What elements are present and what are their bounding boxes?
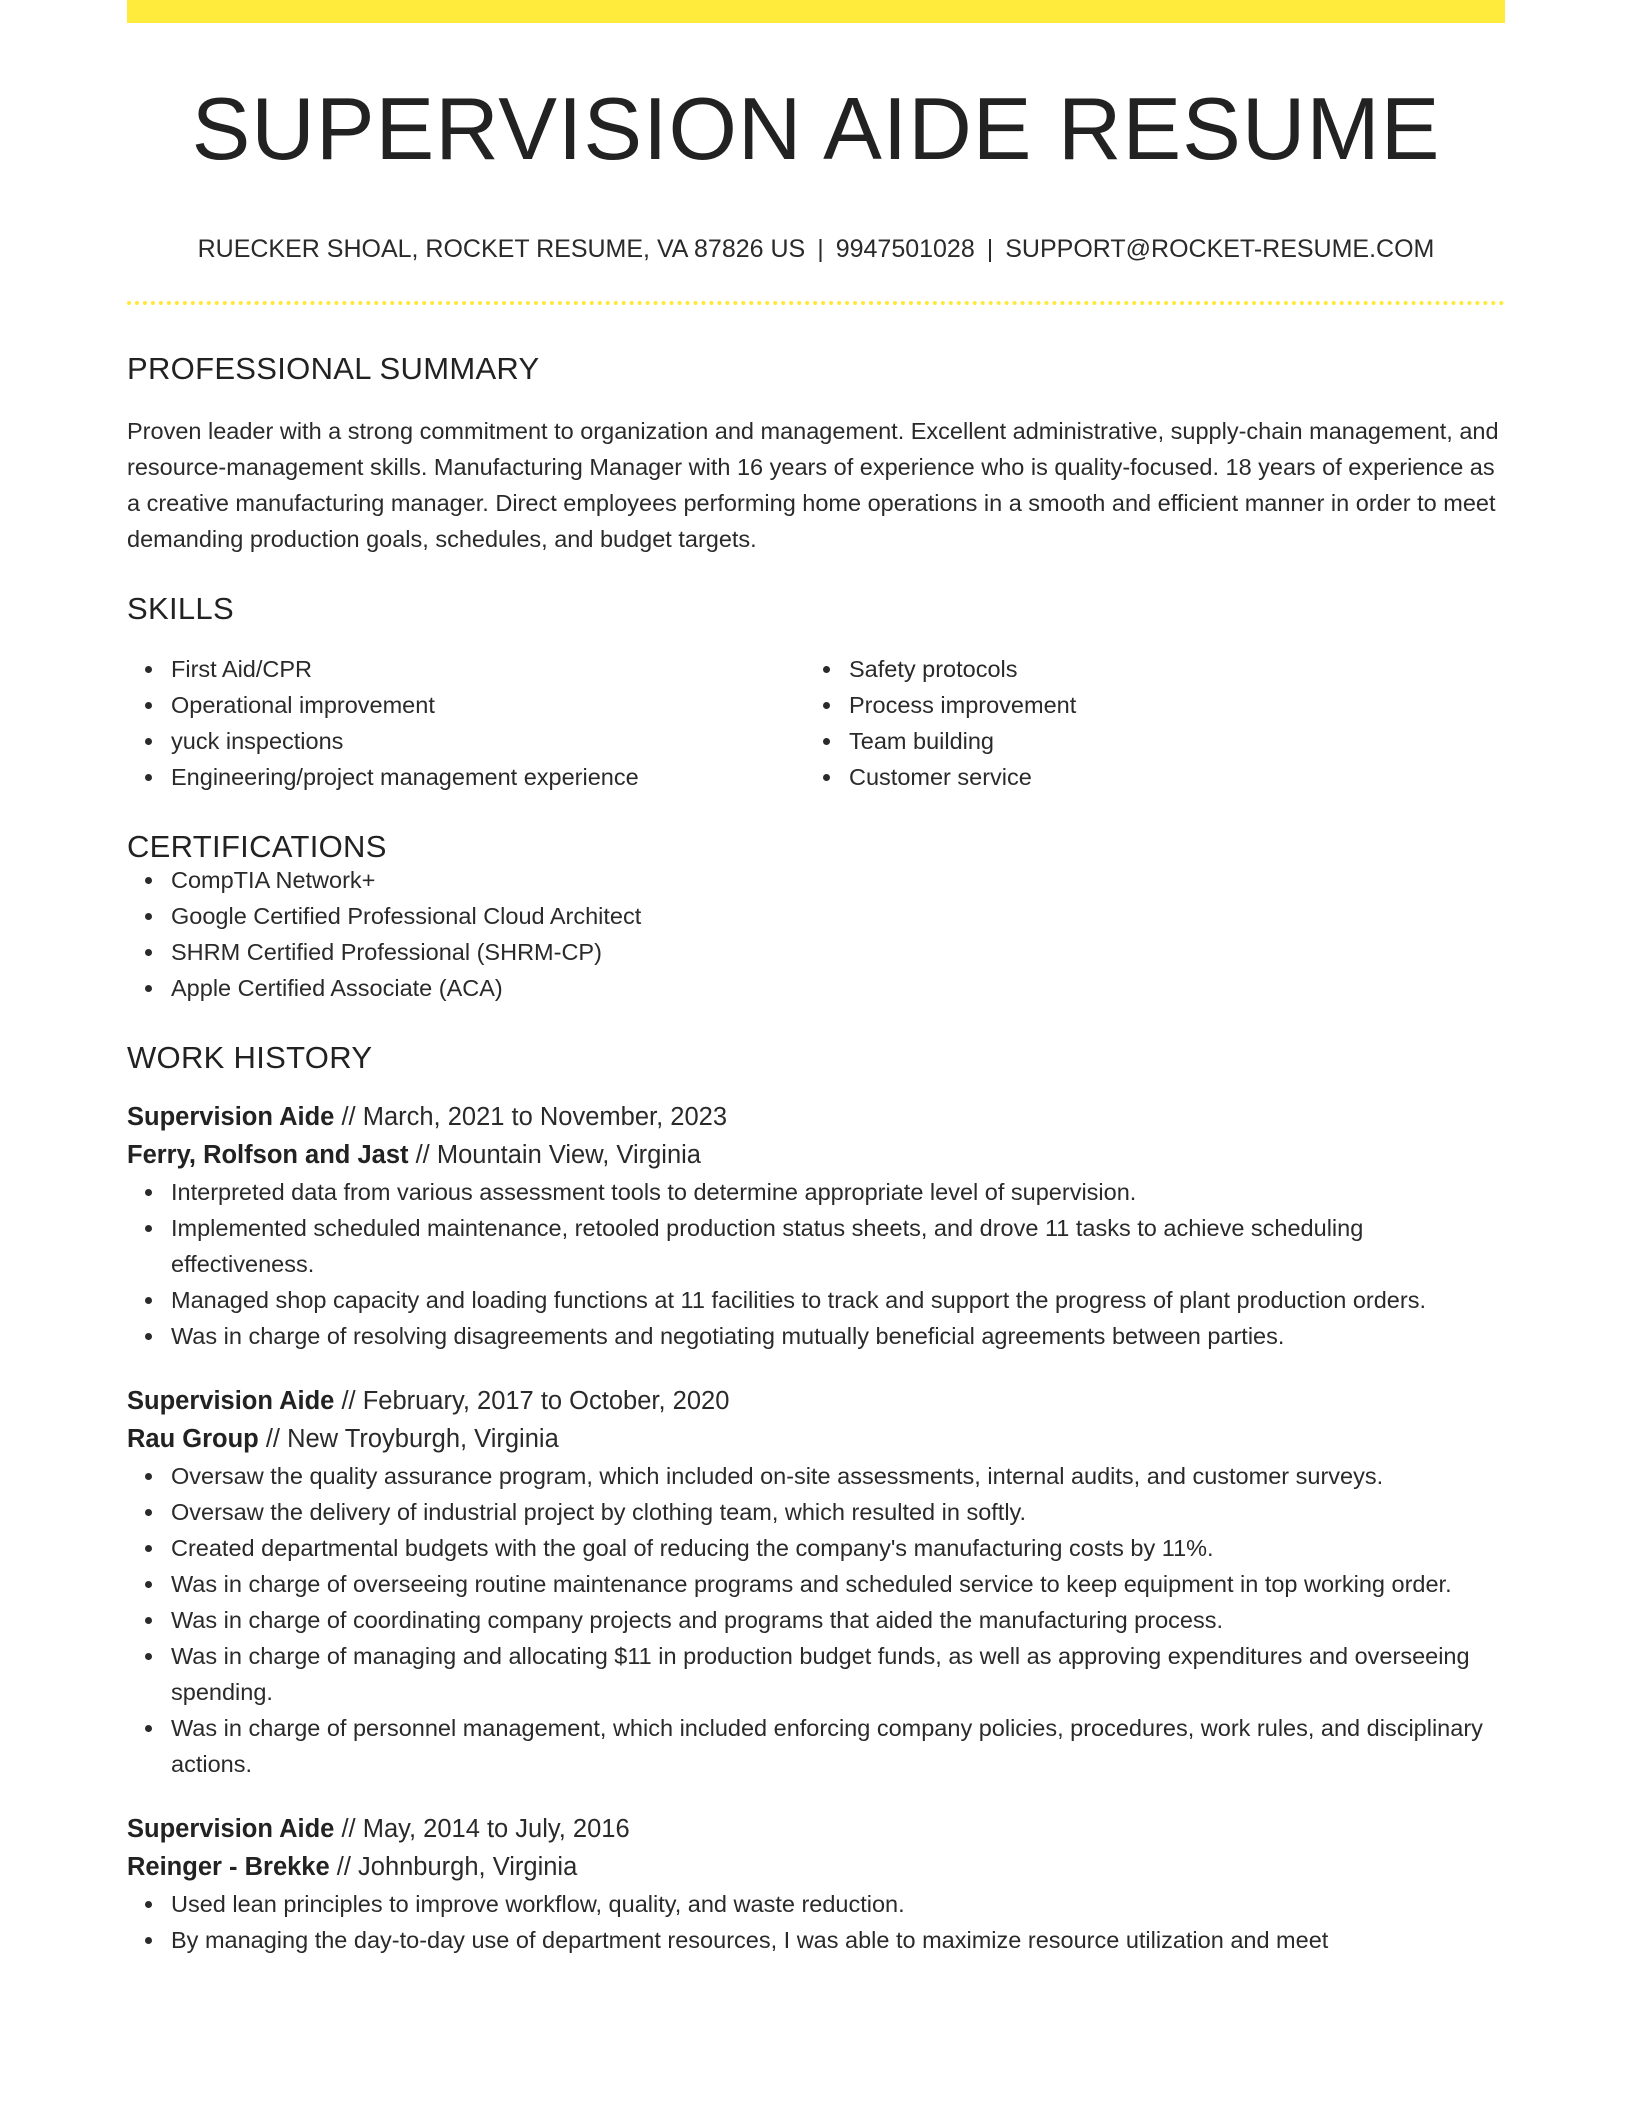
contact-separator: | [986,235,994,263]
accent-top-bar [127,0,1505,23]
job-bullet: Created departmental budgets with the goal of reducing the company's manufacturing costs by 11%. [171,1530,1505,1566]
skill-item: Team building [849,723,1483,759]
job-bullet: Interpreted data from various assessment tools to determine appropriate level of supervision. [171,1174,1505,1210]
skills-list-left [127,651,805,795]
summary-text: Proven leader with a strong commitment to organization and management. Excellent administrative, supply-chain management, and resource-management skills. Manufacturing Manager with 16 years of experience who is quality-focused. 18 years of experience as a creative manufacturing manager. Direct employees performing home operations in a smooth and efficient manner in order to meet demanding production goals, schedules, and budget targets. [127,418,1499,552]
skills-grid [127,651,1505,795]
skill-item: yuck inspections [171,723,805,759]
certification-item: SHRM Certified Professional (SHRM-CP) [171,934,1505,970]
certifications-list [127,862,1505,1006]
contact-email: SUPPORT@ROCKET-RESUME.COM [1005,235,1435,263]
job-company: Reinger - Brekke [127,1853,330,1881]
job-dates: // May, 2014 to July, 2016 [334,1815,630,1843]
skill-item: First Aid/CPR [171,651,805,687]
summary-heading: PROFESSIONAL SUMMARY [127,351,540,386]
dotted-divider [127,301,1505,305]
job-bullet-list [127,1174,1505,1354]
job-company-line [127,1848,1505,1886]
skill-item: Operational improvement [171,687,805,723]
job-title-line [127,1382,1505,1420]
job-entry [127,1810,1505,1958]
job-bullet: Managed shop capacity and loading functions at 11 facilities to track and support the progress of plant production orders. [171,1282,1505,1318]
job-dates: // March, 2021 to November, 2023 [334,1103,727,1131]
job-bullet: Oversaw the quality assurance program, which included on-site assessments, internal audits, and customer surveys. [171,1458,1505,1494]
certification-item: CompTIA Network+ [171,862,1505,898]
job-bullet: Used lean principles to improve workflow, quality, and waste reduction. [171,1886,1505,1922]
job-company-line [127,1136,1505,1174]
job-bullet: Was in charge of personnel management, which included enforcing company policies, procedures, work rules, and disciplinary actions. [171,1710,1505,1782]
job-bullet: By managing the day-to-day use of department resources, I was able to maximize resource utilization and meet [171,1922,1505,1958]
work-history-heading: WORK HISTORY [127,1040,373,1075]
job-bullet-list [127,1458,1505,1782]
skills-list-right [805,651,1483,795]
job-title: Supervision Aide [127,1103,335,1131]
job-entry [127,1098,1505,1354]
job-bullet: Was in charge of managing and allocating $11 in production budget funds, as well as approving expenditures and overseeing spending. [171,1638,1505,1710]
skill-item: Customer service [849,759,1483,795]
job-company: Rau Group [127,1425,259,1453]
job-location: // Mountain View, Virginia [408,1141,701,1169]
certification-item: Google Certified Professional Cloud Architect [171,898,1505,934]
contact-separator: | [817,235,824,263]
job-location: // New Troyburgh, Virginia [258,1425,559,1453]
job-company: Ferry, Rolfson and Jast [127,1141,409,1169]
job-location: // Johnburgh, Virginia [329,1853,578,1881]
job-title: Supervision Aide [127,1815,335,1843]
resume-title: SUPERVISION AIDE RESUME [191,79,1441,178]
contact-address: RUECKER SHOAL, ROCKET RESUME, VA 87826 US [197,235,806,263]
job-bullet: Implemented scheduled maintenance, retooled production status sheets, and drove 11 tasks to achieve scheduling effectiveness. [171,1210,1505,1282]
job-title: Supervision Aide [127,1387,335,1415]
job-company-line [127,1420,1505,1458]
skills-column-left [127,651,805,795]
skills-column-right [805,651,1483,795]
job-bullet-list [127,1886,1505,1958]
job-bullet: Oversaw the delivery of industrial project by clothing team, which resulted in softly. [171,1494,1505,1530]
job-dates: // February, 2017 to October, 2020 [334,1387,730,1415]
contact-line [127,235,1505,264]
resume-page [127,0,1505,1958]
job-bullet: Was in charge of overseeing routine maintenance programs and scheduled service to keep equipment in top working order. [171,1566,1505,1602]
skill-item: Safety protocols [849,651,1483,687]
job-bullet: Was in charge of resolving disagreements and negotiating mutually beneficial agreements between parties. [171,1318,1505,1354]
skill-item: Process improvement [849,687,1483,723]
contact-phone: 9947501028 [835,235,975,263]
skills-heading: SKILLS [127,591,234,626]
certification-item: Apple Certified Associate (ACA) [171,970,1505,1006]
job-title-line [127,1810,1505,1848]
job-bullet: Was in charge of coordinating company projects and programs that aided the manufacturing process. [171,1602,1505,1638]
job-title-line [127,1098,1505,1136]
job-entry [127,1382,1505,1782]
certifications-heading: CERTIFICATIONS [127,829,387,864]
skill-item: Engineering/project management experience [171,759,805,795]
